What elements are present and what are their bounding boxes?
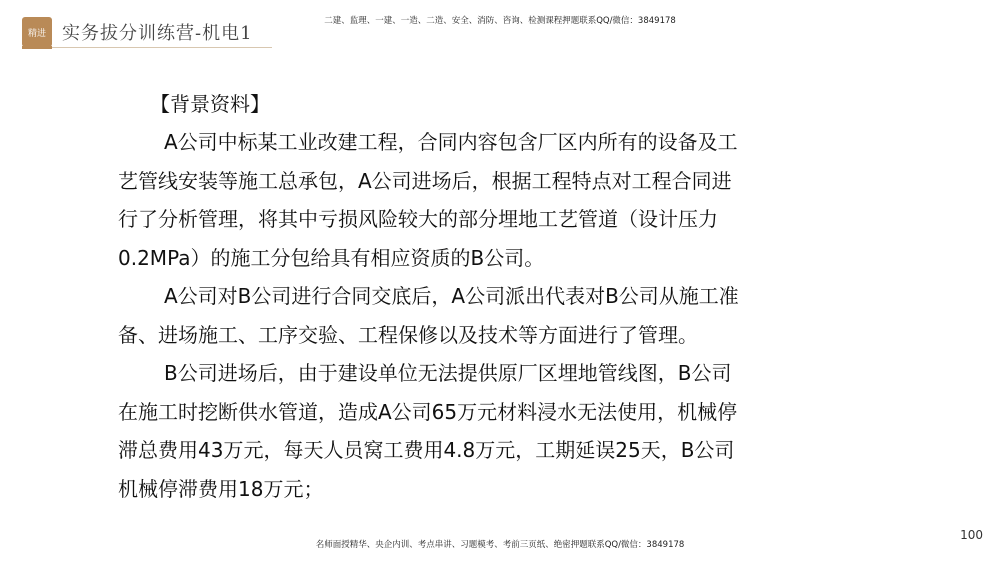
- text-line: 0.2MPa）的施工分包给具有相应资质的B公司。: [118, 245, 545, 270]
- text-line: 在施工时挖断供水管道，造成A公司65万元材料浸水无法使用，机械停: [118, 399, 738, 424]
- bottom-banner: 名师面授精华、央企内训、考点串讲、习题模考、考前三页纸、绝密押题联系QQ/微信：3849178: [315, 540, 685, 550]
- text-line: 机械停滞费用18万元；: [118, 476, 324, 501]
- page-number: 100: [960, 528, 983, 542]
- text-line: 备、进场施工、工序交验、工程保修以及技术等方面进行了管理。: [118, 322, 698, 347]
- header-accent-bar: [22, 46, 52, 49]
- text-line: 滞总费用43万元，每天人员窝工费用4.8万元，工期延误25天，B公司: [118, 438, 735, 462]
- course-title: 实务拔分训练营-机电1: [62, 23, 253, 44]
- text-line: A公司对B公司进行合同交底后，A公司派出代表对B公司从施工准: [164, 284, 739, 308]
- section-heading: 【背景资料】: [150, 92, 270, 116]
- top-banner: 二建、监理、一建、一造、二造、安全、消防、咨询、检测课程押题联系QQ/微信：3849178: [324, 16, 676, 26]
- text-line: B公司进场后，由于建设单位无法提供原厂区埋地管线图，B公司: [164, 361, 732, 385]
- text-line: 艺管线安装等施工总承包，A公司进场后，根据工程特点对工程合同进: [118, 168, 732, 193]
- slide-content: [118, 85, 818, 508]
- text-line: A公司中标某工业改建工程，合同内容包含厂区内所有的设备及工: [164, 130, 738, 154]
- paragraph-lines: [118, 123, 818, 508]
- header-divider: [22, 47, 272, 48]
- logo: 精进: [22, 17, 52, 47]
- text-line: 行了分析管理，将其中亏损风险较大的部分埋地工艺管道（设计压力: [118, 207, 718, 231]
